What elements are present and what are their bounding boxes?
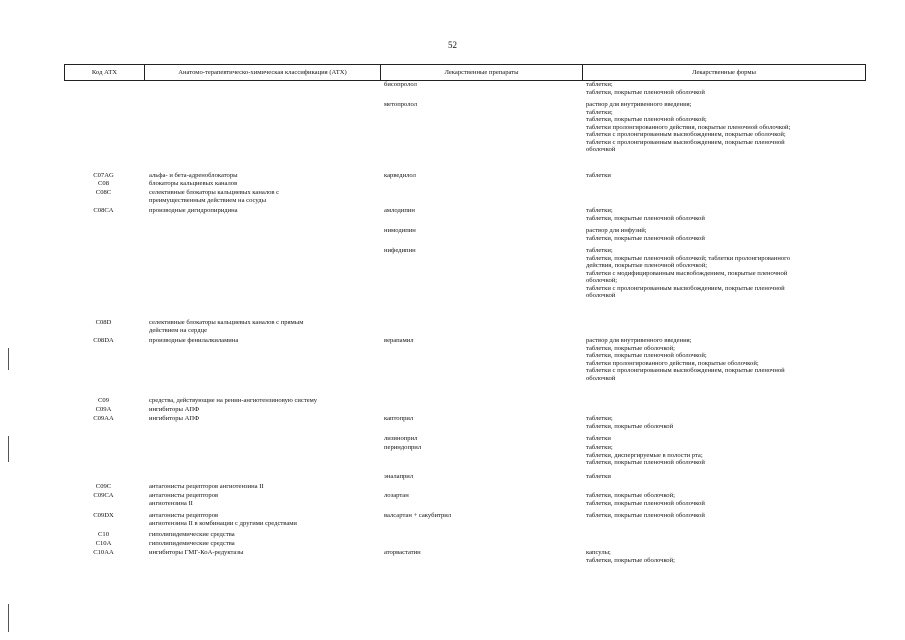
drug-cell: [384, 247, 580, 255]
cell-line: действия, покрытые пленочной оболочкой;: [586, 262, 708, 270]
page-number: 52: [448, 40, 457, 50]
cell-line: таблетки, покрытые пленочной оболочкой: [586, 234, 705, 242]
cell-line: действием на сердце: [149, 326, 208, 334]
classification-cell: [149, 483, 377, 491]
header-atc-classification: Анатомо-терапевтическо-химическая классификация (АТХ): [144, 65, 380, 80]
cell-line: таблетки, диспергируемые в полости рта;: [586, 451, 703, 459]
dosage-form-cell: [586, 337, 864, 382]
atc-code-cell: C10: [98, 531, 109, 538]
cell-line: производные дигидропиридина: [149, 207, 238, 214]
drug-cell: [384, 512, 580, 520]
cell-line: таблетки с модифицированным высвобождением, покрытые пленочной: [586, 269, 788, 277]
dosage-form-cell: [586, 435, 864, 443]
margin-mark: [8, 436, 9, 462]
drug-cell: [384, 207, 580, 215]
classification-cell: [149, 549, 377, 557]
dosage-form-cell: [586, 81, 864, 96]
drug-cell: [384, 415, 580, 423]
cell-line: антагонисты рецепторов: [149, 492, 219, 499]
cell-line: таблетки: [586, 473, 611, 480]
classification-cell: [149, 512, 377, 527]
drug-cell: [384, 101, 580, 109]
drug-cell: [384, 549, 580, 557]
cell-line: таблетки пролонгированного действия, покрытые пленочной оболочкой;: [586, 123, 791, 131]
cell-line: таблетки;: [586, 207, 613, 214]
margin-mark: [8, 348, 9, 370]
classification-cell: [149, 406, 377, 414]
cell-line: таблетки пролонгированного действия, покрытые оболочкой;: [586, 359, 759, 367]
dosage-form-cell: [586, 473, 864, 481]
drug-cell: [384, 473, 580, 481]
dosage-form-cell: [586, 492, 864, 507]
cell-line: селективные блокаторы кальциевых каналов с: [149, 189, 280, 196]
cell-line: таблетки с пролонгированным высвобождением, покрытые пленочной: [586, 284, 785, 292]
table-header: [64, 64, 866, 81]
margin-mark: [8, 604, 9, 632]
cell-line: таблетки: [586, 435, 611, 442]
atc-code-cell: C09AA: [93, 415, 114, 422]
cell-line: нимодипин: [384, 227, 416, 234]
cell-line: таблетки с пролонгированным высвобождением, покрытые оболочкой;: [586, 131, 786, 139]
atc-code-cell: C10A: [95, 540, 112, 547]
cell-line: ангиотензина II: [149, 499, 193, 507]
cell-line: таблетки, покрытые пленочной оболочкой;: [586, 116, 707, 124]
header-dosage-forms: Лекарственные формы: [582, 65, 865, 80]
cell-line: таблетки, покрытые пленочной оболочкой: [586, 499, 705, 507]
classification-cell: [149, 337, 377, 345]
classification-cell: [149, 189, 377, 204]
cell-line: таблетки;: [586, 108, 613, 116]
cell-line: таблетки;: [586, 444, 613, 451]
cell-line: ингибиторы АПФ: [149, 415, 200, 422]
classification-cell: [149, 492, 377, 507]
cell-line: капсулы;: [586, 549, 611, 556]
atc-code-cell: C09DX: [93, 512, 114, 519]
cell-line: периндоприл: [384, 444, 422, 451]
dosage-form-cell: [586, 549, 864, 564]
cell-line: раствор для внутривенного введения;: [586, 101, 692, 108]
cell-line: таблетки;: [586, 247, 613, 254]
cell-line: таблетки, покрытые пленочной оболочкой: [586, 88, 705, 96]
cell-line: таблетки, покрытые пленочной оболочкой;: [586, 352, 707, 360]
classification-cell: [149, 531, 377, 539]
cell-line: селективные блокаторы кальциевых каналов с прямым: [149, 319, 304, 326]
atc-code-cell: C08C: [95, 189, 112, 196]
atc-code-cell: C08CA: [93, 207, 114, 214]
cell-line: ангиотензина II в комбинации с другими средствами: [149, 519, 297, 527]
cell-line: раствор для инфузий;: [586, 227, 647, 234]
atc-code-cell: C07AG: [93, 172, 114, 179]
cell-line: метопролол: [384, 101, 418, 108]
cell-line: таблетки, покрытые пленочной оболочкой: [586, 512, 705, 519]
cell-line: преимущественным действием на сосуды: [149, 196, 267, 204]
atc-code-cell: C09C: [95, 483, 112, 490]
cell-line: альфа- и бета-адреноблокаторы: [149, 172, 238, 179]
cell-line: таблетки, покрытые пленочной оболочкой: [586, 214, 705, 222]
classification-cell: [149, 180, 377, 188]
drug-cell: [384, 444, 580, 452]
header-drugs: Лекарственные препараты: [380, 65, 582, 80]
cell-line: ингибиторы АПФ: [149, 406, 200, 413]
atc-code-cell: C09: [98, 397, 109, 404]
cell-line: аторвастатин: [384, 549, 421, 556]
atc-code-cell: C09A: [95, 406, 112, 413]
cell-line: амлодипин: [384, 207, 415, 214]
cell-line: таблетки;: [586, 81, 613, 88]
cell-line: антагонисты рецепторов ангиотензина II: [149, 483, 264, 490]
cell-line: антагонисты рецепторов: [149, 512, 219, 519]
cell-line: эналаприл: [384, 473, 414, 480]
drug-cell: [384, 435, 580, 443]
classification-cell: [149, 172, 377, 180]
drug-cell: [384, 81, 580, 89]
atc-code-cell: C08: [98, 180, 109, 187]
classification-cell: [149, 540, 377, 548]
cell-line: таблетки, покрытые пленочной оболочкой; таблетки пролонгированного: [586, 254, 791, 262]
cell-line: гиполипидемические средства: [149, 531, 235, 538]
dosage-form-cell: [586, 227, 864, 242]
classification-cell: [149, 397, 377, 405]
cell-line: таблетки, покрытые оболочкой;: [586, 492, 675, 499]
drug-cell: [384, 337, 580, 345]
cell-line: таблетки с пролонгированным высвобождением, покрытые пленочной: [586, 367, 785, 375]
cell-line: лизиноприл: [384, 435, 418, 442]
cell-line: нифедипин: [384, 247, 416, 254]
drug-cell: [384, 492, 580, 500]
cell-line: лозартан: [384, 492, 409, 499]
cell-line: таблетки с пролонгированным высвобождением, покрытые пленочной: [586, 138, 785, 146]
dosage-form-cell: [586, 512, 864, 520]
cell-line: таблетки, покрытые оболочкой;: [586, 556, 675, 564]
atc-code-cell: C08D: [95, 319, 112, 326]
atc-code-cell: C10AA: [93, 549, 114, 556]
classification-cell: [149, 415, 377, 423]
cell-line: производные фенилалкиламина: [149, 337, 239, 344]
dosage-form-cell: [586, 101, 864, 154]
cell-line: раствор для внутривенного введения;: [586, 337, 692, 344]
cell-line: таблетки;: [586, 415, 613, 422]
dosage-form-cell: [586, 415, 864, 430]
drug-cell: [384, 227, 580, 235]
dosage-form-cell: [586, 172, 864, 180]
cell-line: оболочкой: [586, 374, 616, 382]
atc-code-cell: C08DA: [93, 337, 114, 344]
cell-line: таблетки, покрытые оболочкой;: [586, 344, 675, 352]
cell-line: карведилол: [384, 172, 416, 179]
cell-line: валсартан + сакубитрил: [384, 512, 452, 519]
cell-line: таблетки, покрытые оболочкой: [586, 422, 674, 430]
cell-line: оболочкой: [586, 292, 616, 300]
dosage-form-cell: [586, 444, 864, 467]
cell-line: каптоприл: [384, 415, 414, 422]
cell-line: средства, действующие на ренин-ангиотензиновую систему: [149, 397, 318, 404]
cell-line: оболочкой;: [586, 277, 618, 285]
cell-line: блокаторы кальциевых каналов: [149, 180, 238, 187]
cell-line: таблетки: [586, 172, 611, 179]
dosage-form-cell: [586, 247, 864, 300]
cell-line: гиполипидемические средства: [149, 540, 235, 547]
classification-cell: [149, 207, 377, 215]
cell-line: таблетки, покрытые пленочной оболочкой: [586, 459, 705, 467]
atc-code-cell: C09CA: [93, 492, 114, 499]
header-atc-code: Код АТХ: [91, 69, 118, 76]
cell-line: ингибиторы ГМГ-КоА-редуктазы: [149, 549, 244, 556]
dosage-form-cell: [586, 207, 864, 222]
cell-line: верапамил: [384, 337, 414, 344]
cell-line: бисопролол: [384, 81, 417, 88]
cell-line: оболочкой: [586, 146, 616, 154]
classification-cell: [149, 319, 377, 334]
drug-cell: [384, 172, 580, 180]
